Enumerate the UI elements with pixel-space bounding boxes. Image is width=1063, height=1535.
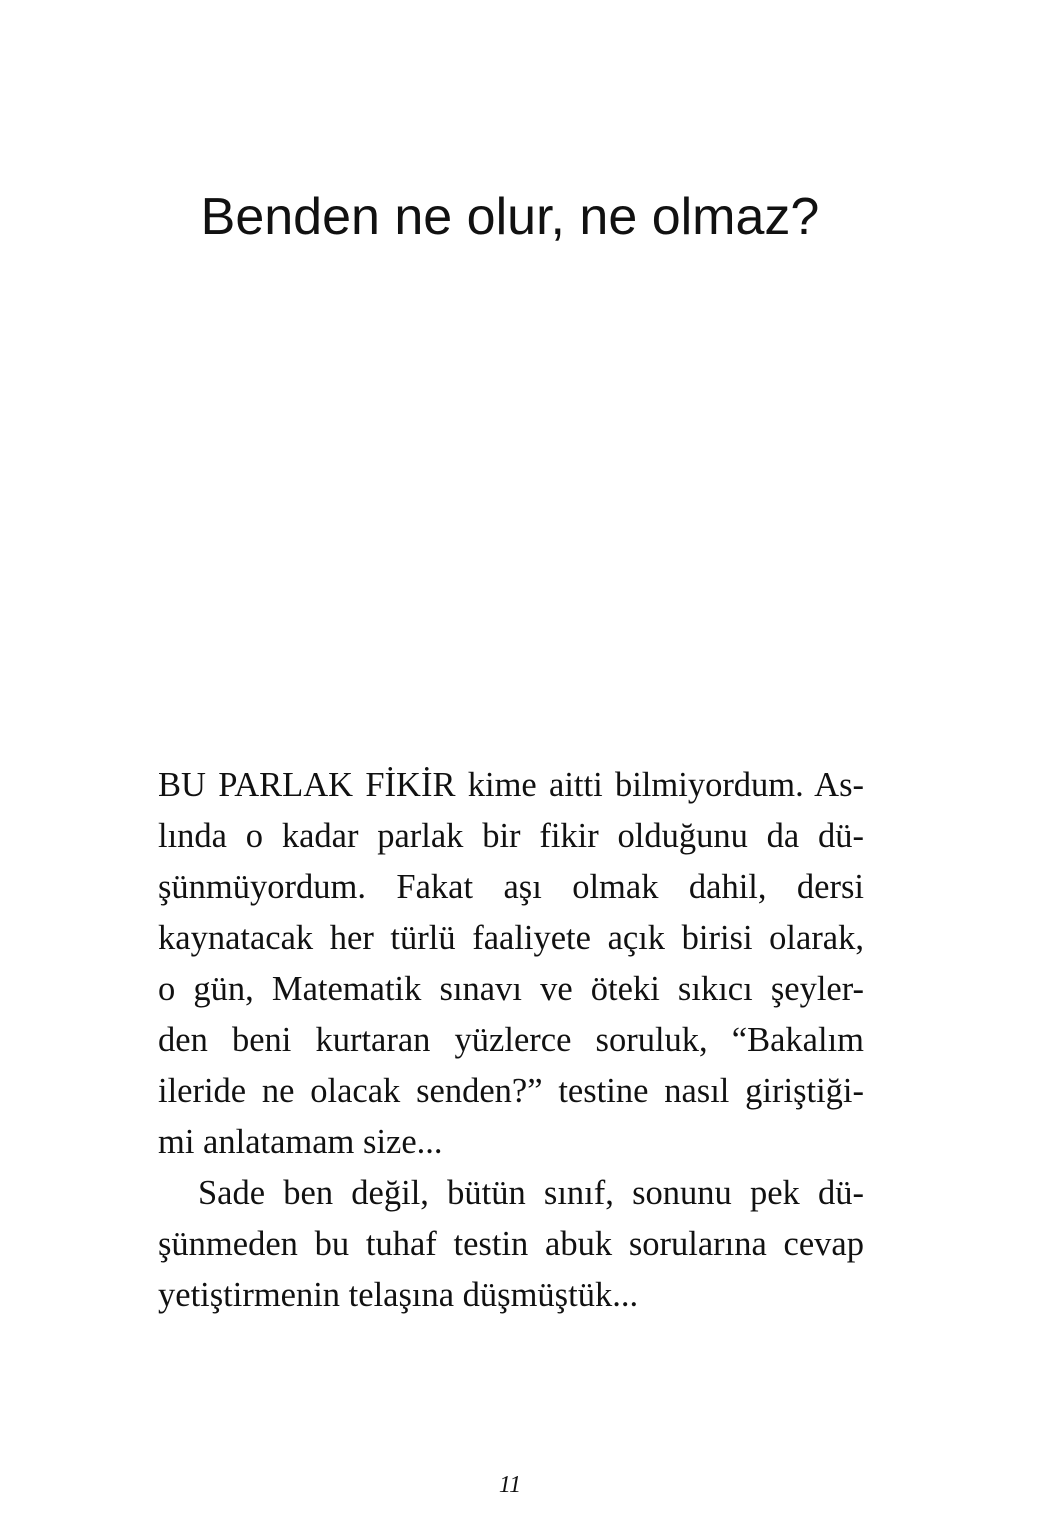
text-line: şünmeden bu tuhaf testin abuk sorularına cevap — [158, 1225, 864, 1263]
text-line: kaynatacak her türlü faaliyete açık birisi olarak, — [158, 919, 864, 957]
text-line: mi anlatamam size... — [158, 1123, 443, 1161]
paragraph-2 — [158, 1168, 864, 1321]
body-text — [158, 760, 864, 1321]
page-number: 11 — [498, 1472, 522, 1498]
text-line: şünmüyordum. Fakat aşı olmak dahil, dersi — [158, 868, 864, 906]
text-line: o gün, Matematik sınavı ve öteki sıkıcı şeyler- — [158, 970, 864, 1008]
text-line: ileride ne olacak senden?” testine nasıl giriştiği- — [158, 1072, 864, 1110]
text-line: lında o kadar parlak bir fikir olduğunu da dü- — [158, 817, 864, 855]
text-line: den beni kurtaran yüzlerce soruluk, “Bakalım — [158, 1021, 864, 1059]
text-line: yetiştirmenin telaşına düşmüştük... — [158, 1276, 639, 1314]
paragraph-1 — [158, 760, 864, 1168]
chapter-title: Benden ne olur, ne olmaz? — [200, 188, 820, 246]
text-line: BU PARLAK FİKİR kime aitti bilmiyordum. As- — [158, 766, 864, 804]
text-line: Sade ben değil, bütün sınıf, sonunu pek dü- — [198, 1174, 864, 1212]
